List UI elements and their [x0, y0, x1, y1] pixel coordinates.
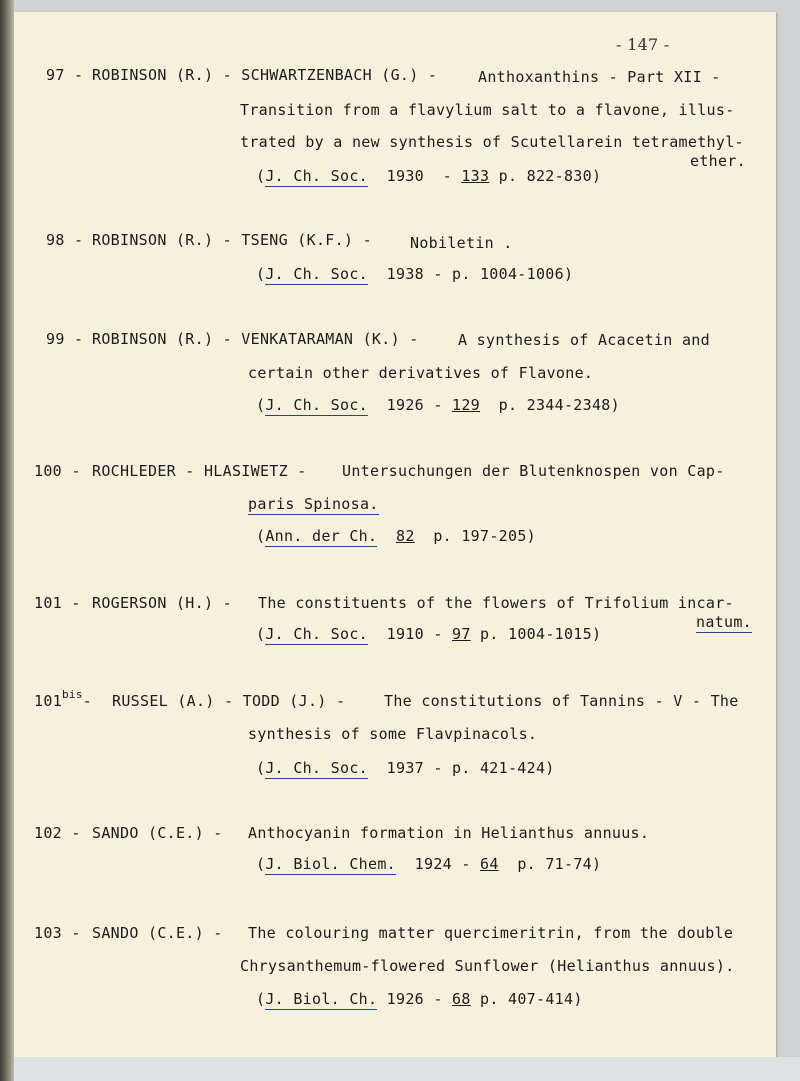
- page-number: - 147 -: [616, 35, 670, 54]
- entry-title-line: Transition from a flavylium salt to a flavone, illus-: [240, 101, 735, 119]
- entry-number: 100 -: [34, 462, 81, 480]
- entry-title-line: The constituents of the flowers of Trifolium incar-: [258, 594, 734, 612]
- entry-citation: (J. Ch. Soc. 1926 - 129 p. 2344-2348): [256, 396, 620, 414]
- volume: 64: [479, 855, 499, 873]
- entry-authors: ROCHLEDER - HLASIWETZ -: [92, 462, 307, 480]
- journal-name: J. Ch. Soc.: [265, 265, 368, 283]
- entry-authors: ROBINSON (R.) - VENKATARAMAN (K.) -: [92, 330, 419, 348]
- journal-name: J. Ch. Soc.: [265, 625, 368, 643]
- entry-title-line: Anthocyanin formation in Helianthus annuus.: [248, 824, 650, 842]
- entry-authors: RUSSEL (A.) - TODD (J.) -: [112, 692, 346, 710]
- journal-name: J. Ch. Soc.: [265, 396, 368, 414]
- volume: 129: [451, 396, 480, 414]
- entry-citation: (J. Ch. Soc. 1910 - 97 p. 1004-1015): [256, 625, 602, 643]
- scan-background: [14, 1057, 800, 1081]
- journal-name: Ann. der Ch.: [265, 527, 378, 545]
- entry-title-line: Chrysanthemum-flowered Sunflower (Helianthus annuus).: [240, 957, 735, 975]
- volume: 82: [396, 527, 415, 545]
- volume: 133: [461, 167, 490, 185]
- entry-title-line: synthesis of some Flavpinacols.: [248, 725, 538, 743]
- entry-citation: (J. Biol. Chem. 1924 - 64 p. 71-74): [256, 855, 602, 873]
- entry-title-line: The constitutions of Tannins - V - The: [384, 692, 739, 710]
- journal-name: J. Biol. Ch.: [265, 990, 378, 1008]
- entry-citation: (J. Ch. Soc. 1937 - p. 421-424): [256, 759, 555, 777]
- entry-title-line: trated by a new synthesis of Scutellarein tetramethyl-: [240, 133, 744, 151]
- entry-number: 99 -: [46, 330, 84, 348]
- entry-number: 103 -: [34, 924, 81, 942]
- entry-authors: ROBINSON (R.) - SCHWARTZENBACH (G.) -: [92, 66, 438, 84]
- entry-citation: (J. Ch. Soc. 1938 - p. 1004-1006): [256, 265, 574, 283]
- entry-number-suffix: bis: [62, 688, 83, 701]
- entry-title-line: certain other derivatives of Flavone.: [248, 364, 594, 382]
- entry-title-line: Anthoxanthins - Part XII -: [478, 68, 721, 86]
- journal-name: J. Ch. Soc.: [265, 759, 368, 777]
- binding-edge: [0, 0, 14, 1081]
- entry-citation: (J. Ch. Soc. 1930 - 133 p. 822-830): [256, 167, 602, 185]
- entry-citation: (Ann. der Ch. 82 p. 197-205): [256, 527, 536, 545]
- entry-number: 102 -: [34, 824, 81, 842]
- entry-number: 98 -: [46, 231, 84, 249]
- entry-authors: SANDO (C.E.) -: [92, 824, 223, 842]
- entry-title-line: A synthesis of Acacetin and: [458, 331, 710, 349]
- volume: 68: [452, 990, 471, 1008]
- volume: 97: [451, 625, 471, 643]
- entry-authors: ROGERSON (H.) -: [92, 594, 232, 612]
- entry-number: $101^{bis}-$: [34, 688, 93, 710]
- entry-title-line: The colouring matter quercimeritrin, from the double: [248, 924, 734, 942]
- entry-title-line: natum.: [696, 613, 752, 631]
- entry-authors: SANDO (C.E.) -: [92, 924, 223, 942]
- entry-citation: (J. Biol. Ch. 1926 - 68 p. 407-414): [256, 990, 583, 1008]
- entry-number: 101 -: [34, 594, 81, 612]
- journal-name: J. Ch. Soc.: [265, 167, 368, 185]
- entry-title-line: Nobiletin .: [410, 234, 513, 252]
- entry-number: 97 -: [46, 66, 84, 84]
- entry-title-line: paris Spinosa.: [248, 495, 379, 513]
- entry-title-line: Untersuchungen der Blutenknospen von Cap-: [342, 462, 725, 480]
- entry-authors: ROBINSON (R.) - TSENG (K.F.) -: [92, 231, 372, 249]
- entry-title-line: ether.: [690, 152, 746, 170]
- journal-name: J. Biol. Chem.: [265, 855, 396, 873]
